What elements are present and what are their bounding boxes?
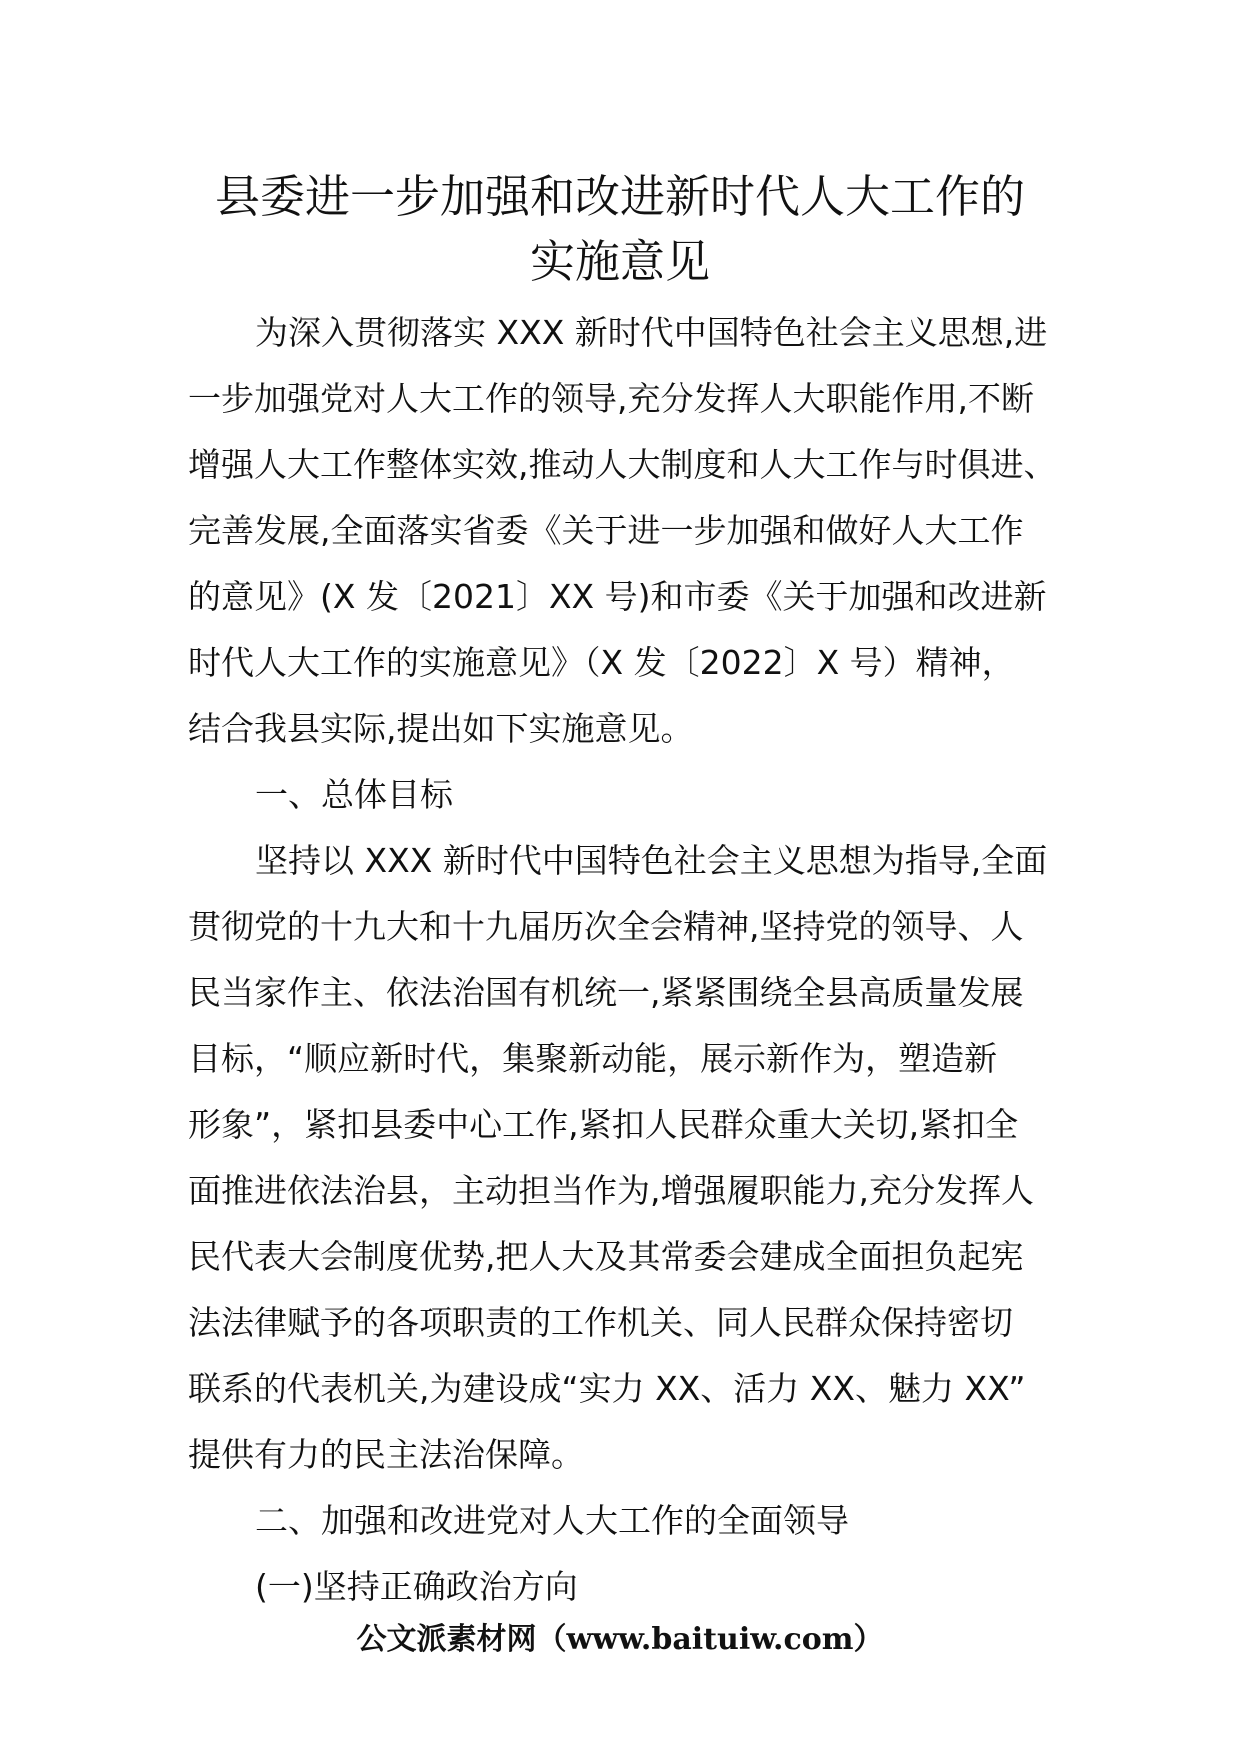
paragraph-line: 完善发展,全面落实省委《关于进一步加强和做好人大工作 xyxy=(188,511,1024,550)
paragraph-line: 联系的代表机关,为建设成“实力 XX、活力 XX、魅力 XX” xyxy=(188,1369,1026,1408)
document-title-line-1: 县委进一步加强和改进新时代人大工作的 xyxy=(214,170,1025,223)
paragraph-line: 坚持以 XXX 新时代中国特色社会主义思想为指导,全面 xyxy=(255,841,1048,880)
paragraph-line: 目标，“顺应新时代，集聚新动能，展示新作为，塑造新 xyxy=(188,1039,998,1078)
paragraph-line: 民代表大会制度优势,把人大及其常委会建成全面担负起宪 xyxy=(188,1237,1024,1276)
document-title-line-2: 实施意见 xyxy=(529,235,710,288)
section-heading: 一、总体目标 xyxy=(255,775,453,814)
paragraph-line: 民当家作主、依法治国有机统一,紧紧围绕全县高质量发展 xyxy=(188,973,1024,1012)
paragraph-line: 结合我县实际,提出如下实施意见。 xyxy=(188,709,694,748)
section-heading: 二、加强和改进党对人大工作的全面领导 xyxy=(255,1501,849,1540)
paragraph-line: 法法律赋予的各项职责的工作机关、同人民群众保持密切 xyxy=(188,1303,1013,1342)
paragraph-line: 增强人大工作整体实效,推动人大制度和人大工作与时俱进、 xyxy=(188,445,1057,484)
paragraph-line: 面推进依法治县，主动担当作为,增强履职能力,充分发挥人 xyxy=(188,1171,1034,1210)
footer-watermark: 公文派素材网（www.baituiw.com） xyxy=(356,1622,884,1657)
paragraph-line: 贯彻党的十九大和十九届历次全会精神,坚持党的领导、人 xyxy=(188,907,1024,946)
paragraph-line: 的意见》(X 发〔2021〕XX 号)和市委《关于加强和改进新 xyxy=(188,577,1047,616)
paragraph-line: 形象”，紧扣县委中心工作,紧扣人民群众重大关切,紧扣全 xyxy=(188,1105,1019,1144)
subsection-heading: (一)坚持正确政治方向 xyxy=(255,1567,578,1606)
paragraph-line: 时代人大工作的实施意见》（X 发〔2022〕X 号）精神， xyxy=(188,643,1015,682)
paragraph-line: 提供有力的民主法治保障。 xyxy=(188,1435,584,1474)
paragraph-line: 为深入贯彻落实 XXX 新时代中国特色社会主义思想,进 xyxy=(255,313,1048,352)
paragraph-line: 一步加强党对人大工作的领导,充分发挥人大职能作用,不断 xyxy=(188,379,1034,418)
document-body xyxy=(188,300,1088,1620)
